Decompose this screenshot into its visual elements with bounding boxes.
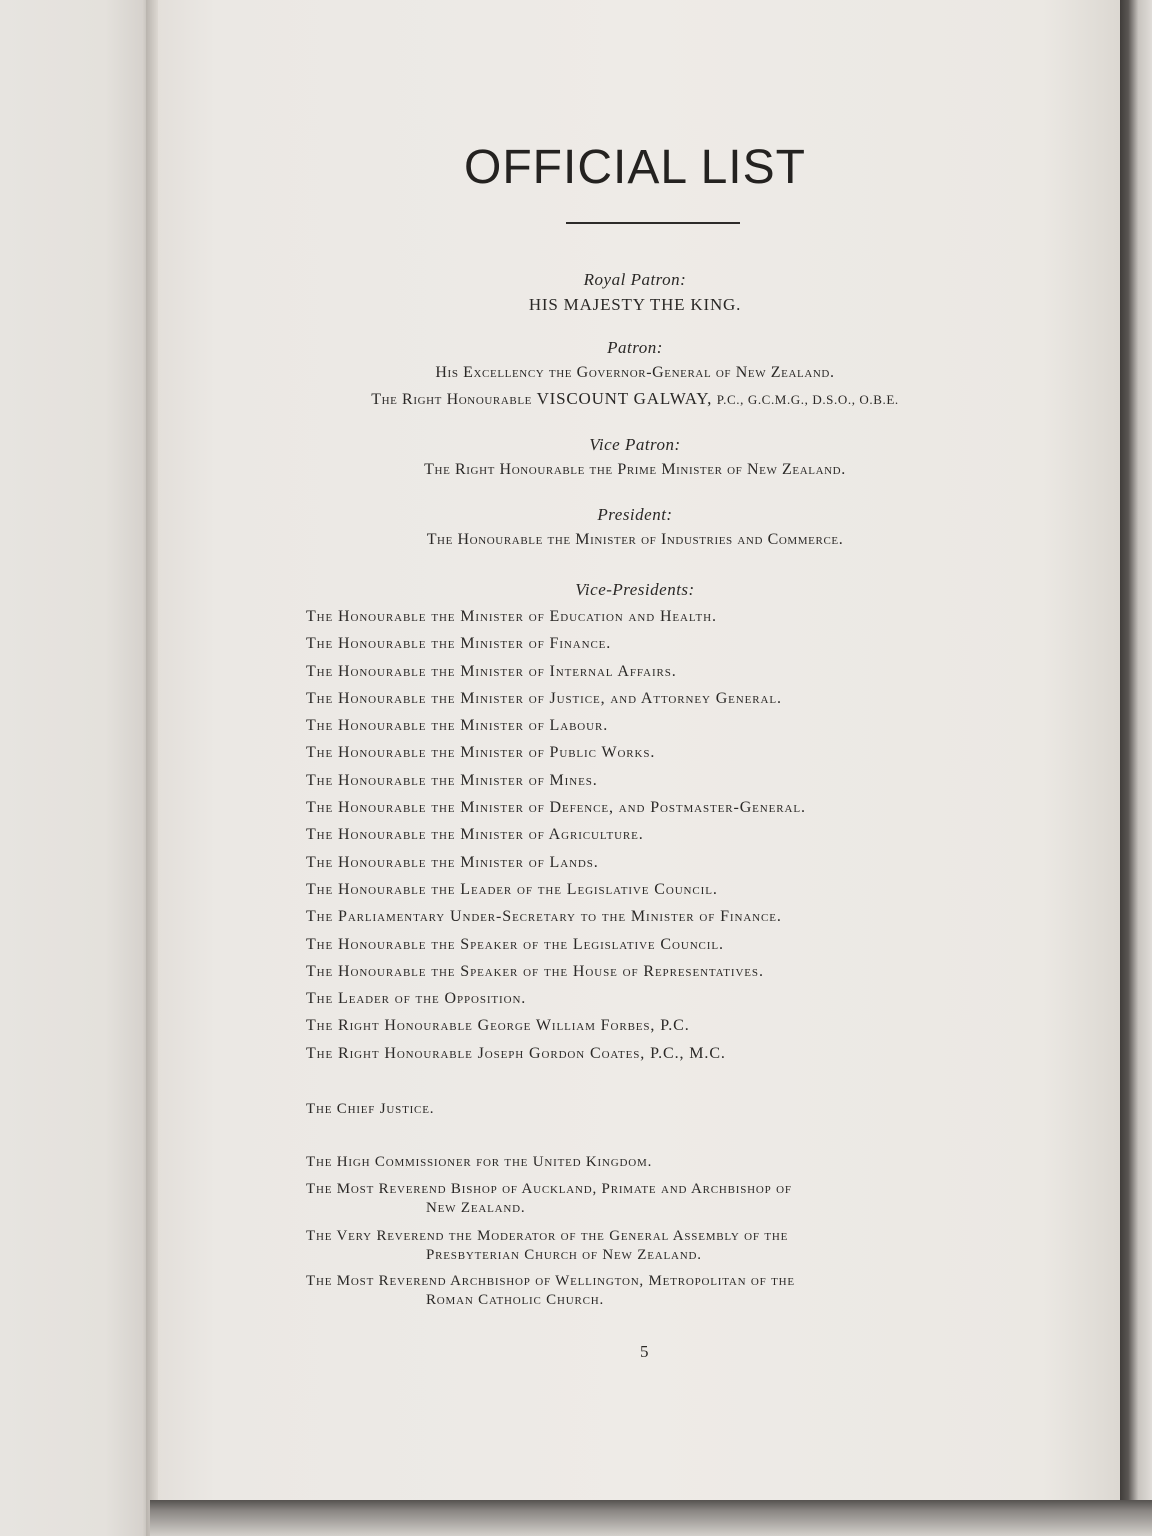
- patron-line-2-prefix: The Right Honourable: [371, 391, 532, 408]
- high-commissioner-block: [306, 1149, 1026, 1175]
- royal-patron-section: [154, 268, 1116, 318]
- title-rule: [566, 222, 740, 224]
- list-item: The Honourable the Minister of Labour.: [306, 717, 609, 735]
- list-item: The Honourable the Leader of the Legislative Council.: [306, 880, 718, 898]
- chief-justice-line: The Chief Justice.: [306, 1101, 435, 1117]
- list-item: The Honourable the Minister of Lands.: [306, 853, 599, 871]
- list-item: The Honourable the Minister of Internal Affairs.: [306, 662, 677, 680]
- royal-patron-heading: Royal Patron:: [583, 270, 687, 289]
- clergy-entry-2-line-1: The Very Reverend the Moderator of the General Assembly of the: [306, 1228, 789, 1244]
- clergy-entry-2: [306, 1227, 1026, 1265]
- vice-presidents-list: [306, 603, 1026, 1067]
- high-commissioner-line: The High Commissioner for the United Kingdom.: [306, 1154, 653, 1170]
- list-item: The Honourable the Minister of Defence, and Postmaster-General.: [306, 799, 806, 817]
- list-item: The Parliamentary Under-Secretary to the Minister of Finance.: [306, 908, 782, 926]
- president-line: The Honourable the Minister of Industries and Commerce.: [426, 531, 844, 548]
- vice-patron-heading: Vice Patron:: [589, 435, 681, 454]
- list-item: The Right Honourable George William Forbes, P.C.: [306, 1017, 690, 1035]
- list-item: The Leader of the Opposition.: [306, 990, 527, 1008]
- list-item: The Honourable the Minister of Justice, and Attorney General.: [306, 689, 782, 707]
- page-number: 5: [640, 1342, 649, 1361]
- list-item: The Honourable the Minister of Finance.: [306, 635, 612, 653]
- vice-patron-line: The Right Honourable the Prime Minister of New Zealand.: [424, 461, 846, 478]
- vice-presidents-heading: Vice-Presidents:: [575, 580, 695, 599]
- clergy-entry-1-line-1: The Most Reverend Bishop of Auckland, Primate and Archbishop of: [306, 1181, 792, 1197]
- page-title: OFFICIAL LIST: [464, 141, 806, 194]
- president-section: [154, 503, 1116, 553]
- patron-line-2-name: VISCOUNT GALWAY,: [536, 389, 713, 408]
- vice-presidents-heading-block: [154, 578, 1116, 602]
- clergy-entry-3-line-2: Roman Catholic Church.: [426, 1292, 605, 1308]
- president-heading: President:: [597, 505, 673, 524]
- patron-section: [154, 336, 1116, 413]
- document-page: [158, 0, 1120, 1500]
- patron-line-1: His Excellency the Governor-General of New Zealand.: [435, 364, 835, 381]
- list-item: The Honourable the Speaker of the Legislative Council.: [306, 935, 724, 953]
- clergy-entry-1: [306, 1180, 1026, 1218]
- cover-edge: [1118, 0, 1152, 1536]
- royal-patron-name: HIS MAJESTY THE KING.: [528, 295, 742, 314]
- list-item: The Honourable the Minister of Mines.: [306, 771, 598, 789]
- clergy-entry-2-line-2: Presbyterian Church of New Zealand.: [426, 1247, 702, 1263]
- list-item: The Honourable the Minister of Education and Health.: [306, 608, 717, 625]
- patron-line-2-honours: P.C., G.C.M.G., D.S.O., O.B.E.: [716, 392, 899, 407]
- list-item: The Right Honourable Joseph Gordon Coates, P.C., M.C.: [306, 1044, 726, 1062]
- list-item: The Honourable the Speaker of the House of Representatives.: [306, 962, 764, 980]
- facing-page: [0, 0, 150, 1536]
- table-surface: [150, 1500, 1152, 1536]
- patron-heading: Patron:: [607, 338, 663, 357]
- vice-patron-section: [154, 433, 1116, 483]
- clergy-entry-3-line-1: The Most Reverend Archbishop of Wellington, Metropolitan of the: [306, 1273, 795, 1289]
- list-item: The Honourable the Minister of Agriculture.: [306, 826, 644, 844]
- clergy-entry-3: [306, 1272, 1026, 1310]
- chief-justice-block: [306, 1096, 1026, 1122]
- clergy-entry-1-line-2: New Zealand.: [426, 1200, 526, 1216]
- patron-line-2: [154, 386, 1116, 413]
- list-item: The Honourable the Minister of Public Works.: [306, 744, 656, 762]
